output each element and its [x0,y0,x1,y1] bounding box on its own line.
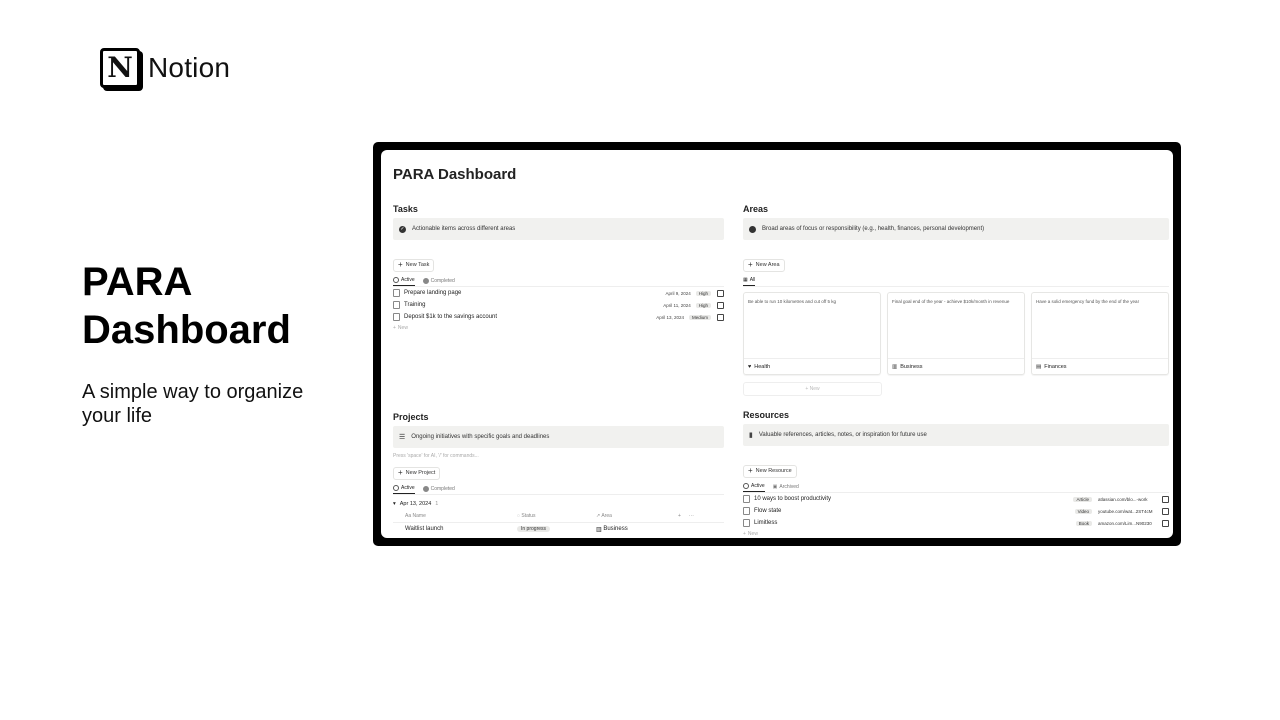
column-area[interactable] [596,513,678,519]
areas-title: Areas [743,204,769,214]
project-name: Waitlist launch [405,526,444,532]
plus-icon: + [398,260,403,269]
new-row-label: New [747,531,758,537]
tab-label: Active [751,483,765,489]
areas-section [743,204,1169,396]
new-area-label: New Area [755,262,780,268]
tab-completed[interactable] [423,275,455,286]
tab-completed[interactable] [423,483,455,494]
tab-label: All [749,277,756,283]
device-frame [373,142,1181,546]
dashboard-screen [381,150,1173,538]
plus-icon: + [393,325,396,331]
resource-url[interactable]: atlassian.com/blo...-work [1098,496,1148,502]
new-row-label: New [397,325,408,331]
building-icon: ▥ [892,363,898,370]
tab-label: Active [401,485,415,491]
resources-section [743,410,1169,538]
projects-callout [393,426,724,448]
circle-icon [393,485,399,491]
resources-tabs [743,481,1169,493]
relation-icon: ↗ [596,513,602,519]
plus-icon: + [398,468,403,477]
type-tag: Book [1076,521,1092,526]
page-icon [743,495,750,503]
done-checkbox[interactable] [717,290,724,297]
date-group[interactable] [393,498,724,510]
status-icon: ◌ [517,513,522,519]
new-task-row[interactable] [393,323,724,333]
new-task-button[interactable] [393,259,434,272]
projects-callout-text: Ongoing initiatives with specific goals and deadlines [411,434,550,440]
text-icon: Aa [405,513,413,519]
task-date: April 11, 2024 [663,302,691,308]
new-project-label: New Project [405,470,436,476]
plus-icon: + [743,531,746,537]
tab-all[interactable] [743,275,755,286]
status-pill: In progress [517,526,550,532]
resource-row[interactable] [743,493,1169,505]
column-label: Name [412,513,426,519]
areas-tabs [743,275,1169,287]
area-name: Business [900,363,923,370]
table-header [393,510,724,523]
more-icon[interactable]: ··· [688,513,694,519]
new-resource-row[interactable] [743,529,1169,538]
task-date: April 9, 2024 [665,290,691,296]
check-circle-icon [423,278,429,284]
column-name[interactable] [393,513,517,519]
tasks-list [393,287,724,333]
tab-active[interactable] [393,275,415,286]
tab-label: Active [401,277,415,283]
projects-section [393,412,724,535]
area-description: Be able to run 10 kilometres and cut off 5 kg [748,299,836,304]
money-icon: ▤ [1036,363,1042,370]
task-name: Deposit $1k to the savings account [404,314,498,320]
area-card[interactable] [743,292,881,375]
archive-checkbox[interactable] [1162,496,1169,503]
resource-url[interactable]: youtube.com/wat...2ST4cM [1098,508,1153,514]
notion-logo [100,48,230,88]
area-card[interactable] [1031,292,1169,375]
list-icon: ☰ [399,434,406,441]
tasks-callout-text: Actionable items across different areas [412,226,516,232]
column-label: Status [521,513,536,519]
resources-callout-text: Valuable references, articles, notes, or inspiration for future use [758,432,927,438]
gallery-icon: ▦ [743,277,748,283]
hero [82,258,342,428]
tab-active[interactable] [743,481,765,492]
priority-tag: Medium [689,315,711,320]
area-name: Finances [1044,363,1067,370]
task-date: April 13, 2024 [656,314,684,320]
notion-logo-mark: N [100,48,140,88]
notion-wordmark: Notion [148,52,231,83]
caret-down-icon: ▾ [393,501,396,507]
tasks-section [393,204,724,333]
archive-checkbox[interactable] [1162,508,1169,515]
new-area-card[interactable] [743,382,882,396]
new-task-label: New Task [405,262,430,268]
priority-tag: High [696,303,711,308]
resources-list [743,493,1169,538]
page-icon [393,313,400,321]
areas-callout-text: Broad areas of focus or responsibility (e.g., health, finances, personal development) [762,226,985,232]
page-icon [393,301,400,309]
task-name: Training [404,302,426,308]
group-label: Apr 13, 2024 [399,501,432,507]
task-row[interactable] [393,287,724,299]
areas-callout [743,218,1169,240]
hero-subtitle: A simple way to organize your life [82,381,304,427]
resource-row[interactable] [743,505,1169,517]
editor-placeholder[interactable]: Press 'space' for AI, '/' for commands... [393,453,479,459]
tab-label: Archived [779,483,799,490]
task-name: Prepare landing page [404,290,462,296]
tasks-callout [393,218,724,240]
project-area: Business [603,526,628,532]
resources-callout [743,424,1169,446]
table-row[interactable] [393,523,724,535]
column-status[interactable] [517,513,596,519]
areas-gallery [743,292,1169,375]
page-icon [743,507,750,515]
new-project-button[interactable] [393,467,440,480]
new-area-button[interactable] [743,259,785,272]
page-icon [393,289,400,297]
tab-label: Completed [430,277,455,284]
book-icon: ▮ [749,432,753,439]
group-count: 1 [435,501,439,507]
add-column-icon[interactable]: + [678,513,681,519]
circle-icon [743,483,749,489]
circle-icon [393,277,399,283]
done-checkbox[interactable] [717,314,724,321]
tasks-tabs [393,275,724,287]
new-card-label: New [809,386,820,392]
resource-name: 10 ways to boost productivity [754,496,832,502]
tasks-title: Tasks [393,204,418,214]
type-tag: Video [1075,509,1092,514]
resource-name: Limitless [754,520,778,526]
archive-checkbox[interactable] [1162,520,1169,527]
resource-name: Flow state [754,508,782,514]
archive-icon: ▣ [772,483,778,490]
building-icon: ▥ [596,526,604,533]
tab-label: Completed [430,485,455,492]
plus-icon: + [748,260,753,269]
area-card[interactable] [887,292,1025,375]
area-name: Health [754,363,771,370]
type-tag: Article [1073,497,1092,502]
resources-title: Resources [743,410,790,420]
hero-title: PARA Dashboard [82,260,291,352]
done-checkbox[interactable] [717,302,724,309]
column-label: Area [601,513,612,519]
resource-url[interactable]: amazon.com/Lim...N90230 [1098,520,1152,526]
tab-archived[interactable] [773,481,799,492]
new-resource-button[interactable] [743,465,797,478]
priority-tag: High [696,291,711,296]
area-description: Final goal end of the year - achieve $10k/month in revenue [892,299,1010,304]
page-icon [743,519,750,527]
check-circle-icon [423,486,429,492]
projects-tabs [393,483,724,495]
task-row[interactable] [393,299,724,311]
area-description: Have a solid emergency fund by the end of the year [1036,299,1140,304]
check-circle-icon: ✓ [400,225,405,232]
resource-row[interactable] [743,517,1169,529]
plus-icon: + [805,386,810,392]
projects-title: Projects [393,412,429,422]
page-title: PARA Dashboard [393,166,517,183]
circle-icon [749,226,756,233]
plus-icon: + [748,466,753,475]
new-resource-label: New Resource [755,468,792,474]
task-row[interactable] [393,311,724,323]
tab-active[interactable] [393,483,415,494]
heart-icon: ♥ [748,363,752,370]
